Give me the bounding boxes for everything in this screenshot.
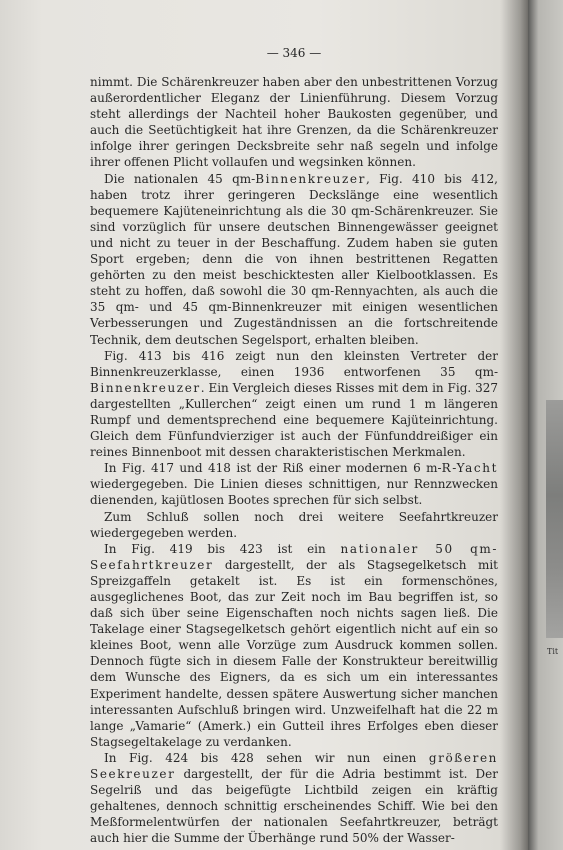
paragraph: Die nationalen 45 qm-Binnenkreuzer, Fig. 410 bis 412, haben trotz ihrer geringeren Deckslänge eine wesentlich bequemere Kajüteneinrichtung als die 30 qm-Schärenkreuzer. Sie sind vorzüglich für unsere deutschen Binnengewässer geeignet und nicht zu teuer in der Beschaffung. Zudem haben sie guten Sport ergeben; denn die von ihnen bestrittenen Regatten gehörten zu den meist beschicktesten aller Kielbootklassen. Es steht zu hoffen, daß sowohl die 30 qm-Rennyachten, als auch die 35 qm- und 45 qm-Binnenkreuzer mit einigen wesentlichen Verbesserungen und Zugeständnissen an die fortschreitende Technik, dem deutschen Segelsport, erhalten bleiben.: [90, 171, 498, 347]
paragraph: In Fig. 424 bis 428 sehen wir nun einen größeren Seekreuzer dargestellt, der für die Adria bestimmt ist. Der Segelriß und das beigefügte Lichtbild zeigen ein kräftig gehaltenes, dennoch schnittig erscheinendes Schiff. Wie bei den Meßformelentwürfen der nationalen Seefahrtkreuzer, beträgt auch hier die Summe der Überhänge rund 50% der Wasser-: [90, 750, 498, 846]
spaced-term: größeren Seekreuzer: [90, 750, 498, 782]
body-text: [90, 74, 498, 847]
spaced-term: nationaler 50 qm-Seefahrtkreuzer: [90, 541, 498, 572]
paragraph: nimmt. Die Schärenkreuzer haben aber den unbestrittenen Vorzug außerordentlicher Eleganz der Linienführung. Diesem Vorzug steht allerdings der Nachteil hoher Baukosten gegenüber, und auch die Seetüchtigkeit hat ihre Grenzen, da die Schärenkreuzer infolge ihrer geringen Decksbreite sehr naß segeln und infolge ihrer offenen Plicht vollaufen und wegsinken können.: [90, 75, 498, 170]
paragraph: Fig. 413 bis 416 zeigt nun den kleinsten Vertreter der Binnenkreuzerklasse, einen 1936 entworfenen 35 qm-Binnenkreuzer. Ein Vergleich dieses Risses mit dem in Fig. 327 dargestellten „Kullerchen“ zeigt einen um rund 1 m längeren Rumpf und dementsprechend eine bequemere Kajüteinrichtung. Gleich dem Fünfundvierziger ist auch der Fünfunddreißiger ein reines Binnenboot mit dessen charakteristischen Merkmalen.: [90, 348, 498, 460]
spaced-term: Binnenkreuzer: [90, 380, 201, 395]
spaced-term: R-Yacht: [441, 461, 498, 476]
page-number-header: — 346 —: [266, 46, 322, 60]
facing-page-photo: [546, 400, 563, 638]
spaced-term: Binnenkreuzer: [255, 171, 366, 186]
paragraph: Zum Schluß sollen noch drei weitere Seefahrtkreuzer wiedergegeben werden.: [90, 509, 498, 540]
paragraph: In Fig. 417 und 418 ist der Riß einer modernen 6 m-R-Yacht wiedergegeben. Die Linien dieses schnittigen, nur Rennzwecken dienenden, kajütlosen Bootes sprechen für sich selbst.: [90, 461, 498, 508]
paragraph: In Fig. 419 bis 423 ist ein nationaler 50 qm-Seefahrtkreuzer dargestellt, der als Stagsegelketsch mit Spreizgaffeln getakelt ist. Es ist ein formenschönes, ausgeglichenes Boot, das zur Zeit noch im Bau begriffen ist, so daß sich über seine Eigenschaften noch nichts sagen ließ. Die Takelage einer Stagsegelketsch gehört eigentlich nicht auf ein so kleines Boot, wenn alle Vorzüge zum Ausdruck kommen sollen. Dennoch fügte sich in diesem Falle der Konstrukteur bereitwillig dem Wunsche des Eigners, da es sich um ein interessantes Experiment handelte, dessen spätere Auswertung sicher manchen interessanten Aufschluß bringen wird. Unzweifelhaft hat die 22 m lange „Vamarie“ (Amerk.) ein Gutteil ihres Erfolges eben dieser Stagsegeltakelage zu verdanken.: [90, 541, 498, 749]
facing-page-caption: Tit: [547, 647, 559, 656]
